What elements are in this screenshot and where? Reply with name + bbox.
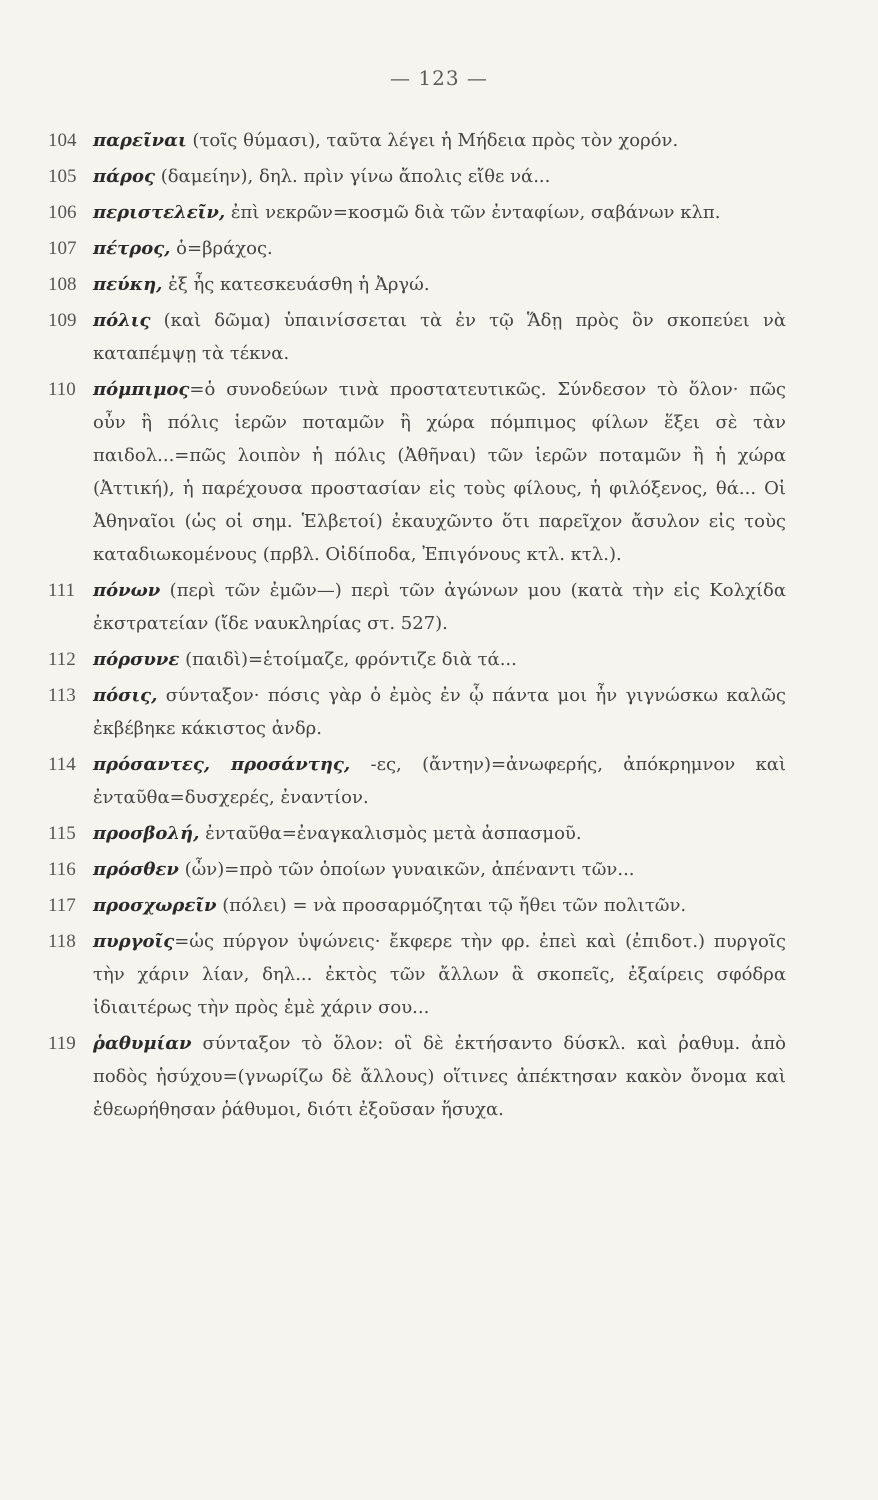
entry-106: [48, 196, 786, 229]
entry-115: [48, 817, 786, 850]
entry-110: [48, 373, 786, 571]
entry-text: ὁ=βράχος.: [170, 238, 273, 259]
page-number: — 123 —: [390, 66, 488, 90]
entry-number: 105: [48, 166, 77, 187]
entry-lemma: προσχωρεῖν: [93, 895, 217, 916]
entry-116: [48, 853, 786, 886]
entry-number: 110: [48, 379, 76, 400]
entry-lemma: περιστελεῖν,: [93, 202, 226, 223]
entry-number: 118: [48, 931, 76, 952]
entry-111: [48, 574, 786, 640]
entry-lemma: πάρος: [93, 166, 155, 187]
entry-lemma: προσβολή,: [93, 823, 200, 844]
glossary-entries: [48, 124, 786, 1129]
entry-lemma: πρόσαντες, προσάντης,: [93, 754, 351, 775]
entry-lemma: πόνων: [93, 580, 161, 601]
entry-number: 108: [48, 274, 77, 295]
entry-lemma: πόλις: [93, 310, 151, 331]
entry-lemma: πόσις,: [93, 685, 158, 706]
entry-text: ἐξ ἧς κατεσκευάσθη ἡ Ἀργώ.: [162, 274, 430, 295]
entry-109: [48, 304, 786, 370]
entry-text: σύνταξον τὸ ὅλον: οἳ δὲ ἐκτήσαντο δύσκλ. καὶ ῥαθυμ. ἀπὸ ποδὸς ἡσύχου=(γνωρίζω δὲ ἄλλους) οἵτινες ἀπέκτησαν κακὸν ὄνομα καὶ ἐθεωρήθησαν ῥάθυμοι, διότι ἐξοῦσαν ἥσυχα.: [93, 1033, 786, 1120]
entry-number: 112: [48, 649, 76, 670]
entry-112: [48, 643, 786, 676]
entry-lemma: πόμπιμος: [93, 379, 190, 400]
entry-text: =ὡς πύργον ὑψώνεις· ἔκφερε τὴν φρ. ἐπεὶ καὶ (ἐπιδοτ.) πυργοῖς τὴν χάριν λίαν, δηλ... ἐκτὸς τῶν ἄλλων ἃ σκοπεῖς, ἐξαίρεις σφόδρα ἰδιαιτέρως τὴν πρὸς ἐμὲ χάριν σου...: [93, 931, 786, 1018]
entry-119: [48, 1027, 786, 1126]
entry-text: =ὁ συνοδεύων τινὰ προστατευτικῶς. Σύνδεσον τὸ ὅλον· πῶς οὖν ἢ πόλις ἱερῶν ποταμῶν ἢ χώρα πόμπιμος φίλων ἕξει σὲ τὰν παιδολ...=πῶς λοιπὸν ἡ πόλις (Ἀθῆναι) τῶν ἱερῶν ποταμῶν ἢ ἡ χώρα (Ἀττική), ἡ παρέχουσα προστασίαν εἰς τοὺς φίλους, ἡ φιλόξενος, θά... Οἱ Ἀθηναῖοι (ὡς οἱ σημ. Ἑλβετοί) ἐκαυχῶντο ὅτι παρεῖχον ἄσυλον εἰς τοὺς καταδιωκομένους (πρβλ. Οἰδίποδα, Ἐπιγόνους κτλ. κτλ.).: [93, 379, 786, 565]
entry-text: (περὶ τῶν ἐμῶν—) περὶ τῶν ἀγώνων μου (κατὰ τὴν εἰς Κολχίδα ἐκστρατείαν (ἴδε ναυκληρίας στ. 527).: [93, 580, 786, 634]
entry-lemma: πόρσυνε: [93, 649, 180, 670]
entry-lemma: πυργοῖς: [93, 931, 175, 952]
entry-lemma: παρεῖναι: [93, 130, 187, 151]
entry-number: 116: [48, 859, 76, 880]
entry-107: [48, 232, 786, 265]
entry-number: 109: [48, 310, 77, 331]
entry-117: [48, 889, 786, 922]
entry-text: (παιδὶ)=ἑτοίμαζε, φρόντιζε διὰ τά...: [179, 649, 517, 670]
entry-text: (καὶ δῶμα) ὑπαινίσσεται τὰ ἐν τῷ Ἅδῃ πρὸς ὃν σκοπεύει νὰ καταπέμψῃ τὰ τέκνα.: [93, 310, 786, 364]
entry-text: (τοῖς θύμασι), ταῦτα λέγει ἡ Μήδεια πρὸς τὸν χορόν.: [186, 130, 679, 151]
entry-lemma: πρόσθεν: [93, 859, 179, 880]
entry-118: [48, 925, 786, 1024]
entry-number: 106: [48, 202, 77, 223]
entry-number: 115: [48, 823, 76, 844]
entry-113: [48, 679, 786, 745]
entry-lemma: πέτρος,: [93, 238, 171, 259]
entry-lemma: ῥαθυμίαν: [93, 1033, 192, 1054]
entry-text: ἐνταῦθα=ἐναγκαλισμὸς μετὰ ἀσπασμοῦ.: [199, 823, 582, 844]
entry-108: [48, 268, 786, 301]
entry-105: [48, 160, 786, 193]
entry-number: 117: [48, 895, 76, 916]
entry-lemma: πεύκη,: [93, 274, 163, 295]
entry-104: [48, 124, 786, 157]
entry-number: 107: [48, 238, 77, 259]
entry-number: 119: [48, 1033, 76, 1054]
entry-text: σύνταξον· πόσις γὰρ ὁ ἐμὸς ἐν ᾧ πάντα μοι ἦν γιγνώσκω καλῶς ἐκβέβηκε κάκιστος ἀνδρ.: [93, 685, 786, 739]
entry-number: 113: [48, 685, 76, 706]
entry-number: 104: [48, 130, 77, 151]
entry-text: ἐπὶ νεκρῶν=κοσμῶ διὰ τῶν ἐνταφίων, σαβάνων κλπ.: [225, 202, 721, 223]
entry-114: [48, 748, 786, 814]
entry-number: 111: [48, 580, 76, 601]
entry-text: (δαμείην), δηλ. πρὶν γίνω ἄπολις εἴθε νά...: [154, 166, 551, 187]
entry-text: -ες, (ἄντην)=ἀνωφερής, ἀπόκρημνον καὶ ἐνταῦθα=δυσχερές, ἐναντίον.: [93, 754, 787, 808]
entry-text: (ὧν)=πρὸ τῶν ὁποίων γυναικῶν, ἀπέναντι τῶν...: [178, 859, 635, 880]
entry-text: (πόλει) = νὰ προσαρμόζηται τῷ ἤθει τῶν πολιτῶν.: [216, 895, 687, 916]
entry-number: 114: [48, 754, 76, 775]
